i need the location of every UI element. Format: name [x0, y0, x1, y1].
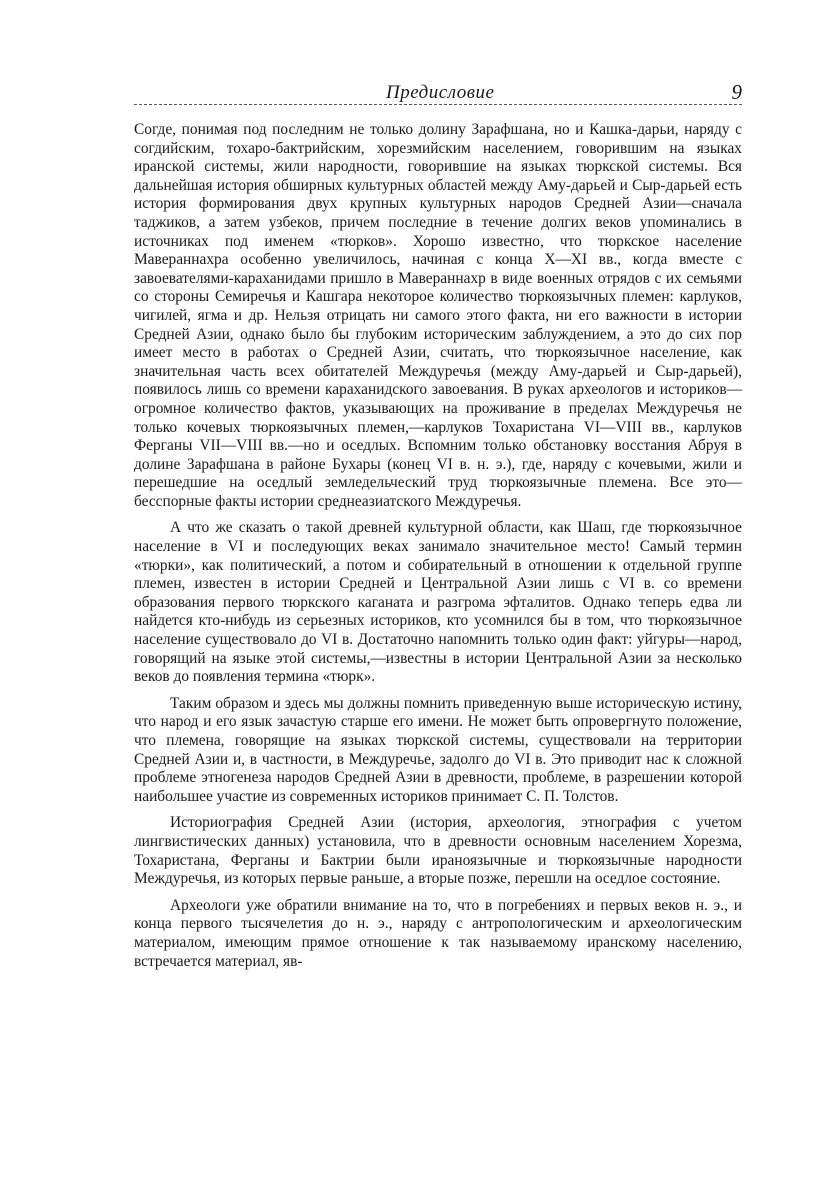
body-text [134, 121, 742, 971]
document-page [134, 80, 742, 971]
paragraph-4: Историография Средней Азии (история, археология, этнография с учетом лингвистических данных) установила, что в древности основным населением Хорезма, Тохаристана, Ферганы и Бактрии были ираноязычные и тюркоязычные народности Междуречья, из которых первые раньше, а вторые позже, перешли на оседлое состояние. [134, 814, 742, 888]
running-title: Предисловие [386, 82, 495, 103]
page-number: 9 [731, 80, 742, 104]
paragraph-3: Таким образом и здесь мы должны помнить приведенную выше историческую истину, что народ и его язык зачастую старше его имени. Не может быть опровергнуто положение, что племена, говорящие на языках тюркской системы, существовали на территории Средней Азии и, в частности, в Междуречье, задолго до VI в. Это приводит нас к сложной проблеме этногенеза народов Средней Азии в древности, проблеме, в разрешении которой наибольшее участие из современных историков принимает С. П. Толстов. [134, 694, 742, 805]
running-header [134, 80, 742, 105]
paragraph-5: Археологи уже обратили внимание на то, что в погребениях и первых веков н. э., и конца первого тысячелетия до н. э., наряду с антропологическим и археологическим материалом, имеющим прямое отношение к так называемому иранскому населению, встречается материал, яв- [134, 896, 742, 970]
paragraph-1: Согде, понимая под последним не только долину Зарафшана, но и Кашка-дарьи, наряду с согдийским, тохаро-бактрийским, хорезмийским населением, говорившим на языках иранской системы, жили народности, говорившие на языках тюркской системы. Вся дальнейшая история обширных культурных областей между Аму-дарьей и Сыр-дарьей есть история формирования двух крупных культурных народов Средней Азии—сначала таджиков, а затем узбеков, причем последние в течение долгих веков упоминались в источниках под именем «тюрков». Хорошо известно, что тюркское население Мавераннахра особенно увеличилось, начиная с конца X—XI вв., когда вместе с завоевателями-караханидами пришло в Мавераннахр в виде военных отрядов с их семьями со стороны Семиречья и Кашгара некоторое количество тюркоязычных племен: карлуков, чигилей, ягма и др. Нельзя отрицать ни самого этого факта, ни его важности в истории Средней Азии, однако было бы глубоким историческим заблуждением, а это до сих пор имеет место в работах о Средней Азии, считать, что тюркоязычное население, как значительная часть всех обитателей Междуречья (между Аму-дарьей и Сыр-дарьей), появилось лишь со времени караханидского завоевания. В руках археологов и историков—огромное количество фактов, указывающих на проживание в пределах Междуречья не только кочевых тюркоязычных племен,—карлуков Тохаристана VI—VIII вв., карлуков Ферганы VII—VIII вв.—но и оседлых. Вспомним только обстановку восстания Абруя в долине Зарафшана в районе Бухары (конец VI в. н. э.), где, наряду с кочевыми, жили и перешедшие на оседлый земледельческий труд тюркоязычные племена. Все это—бесспорные факты истории среднеазиатского Междуречья. [134, 121, 742, 510]
paragraph-2: А что же сказать о такой древней культурной области, как Шаш, где тюркоязычное население в VI и последующих веках занимало значительное место! Самый термин «тюрки», как политический, а потом и собирательный в отношении к отдельной группе племен, известен в истории Средней и Центральной Азии лишь с VI в. со времени образования первого тюркского каганата и разгрома эфталитов. Однако теперь едва ли найдется кто-нибудь из серьезных историков, кто усомнился бы в том, что тюркоязычное население существовало до VI в. Достаточно напомнить только один факт: уйгуры—народ, говорящий на языке этой системы,—известны в истории Центральной Азии за несколько веков до появления термина «тюрк». [134, 519, 742, 686]
